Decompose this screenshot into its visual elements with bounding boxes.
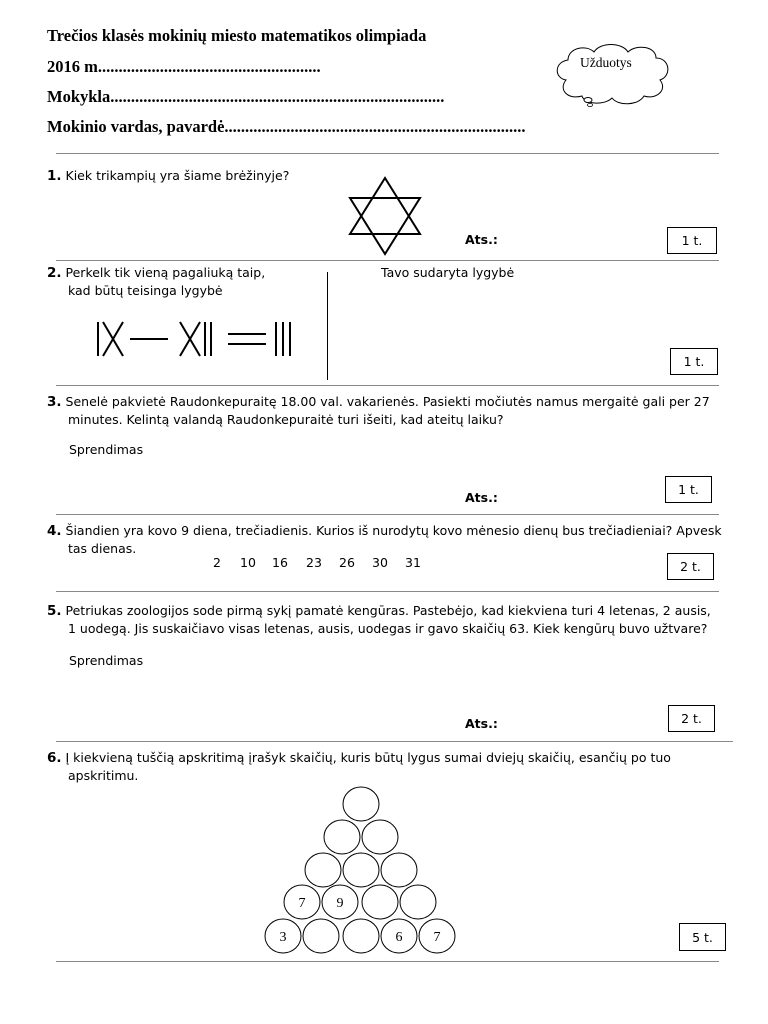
day-option[interactable]: 31 [405,555,421,570]
question-text: 1 uodegą. Jis suskaičiavo visas letenas, ausis, uodegas ir gavo skaičių 63. Kiek kengūrų buvo užtvare? [68,621,708,636]
day-option[interactable]: 2 [213,555,221,570]
question-text: Šiandien yra kovo 9 diena, trečiadienis. Kurios iš nurodytų kovo mėnesio dienų bus trečiadieniai? Apvesk [65,523,722,538]
question-text: minutes. Kelintą valandą Raudonkepuraitė turi išeiti, kad ateitų laiku? [68,412,504,427]
question-number: 6. [47,750,62,766]
pyramid-circle [362,885,398,919]
solution-label: Sprendimas [69,442,144,457]
question-number: 1. [47,168,62,184]
question-text: tas dienas. [68,541,137,556]
question-text: apskritimu. [68,768,139,783]
answer-label: Ats.: [465,490,498,505]
question-2 [47,264,265,299]
number-pyramid [262,786,462,958]
pyramid-circle [343,919,379,953]
day-option[interactable]: 16 [272,555,288,570]
day-option[interactable]: 26 [339,555,355,570]
question-number: 2. [47,265,62,281]
your-equation-label: Tavo sudaryta lygybė [381,265,515,280]
points-box: 1 t. [670,348,718,375]
answer-label: Ats.: [465,716,498,731]
points-box: 1 t. [665,476,712,503]
answer-label: Ats.: [465,232,498,247]
pyramid-circle [381,853,417,887]
pyramid-value: 6 [395,930,403,945]
points-box: 2 t. [667,553,714,580]
question-text: Kiek trikampių yra šiame brėžinyje? [65,168,290,183]
school-line: Mokykla................................................................................. [47,87,445,106]
page-title: Trečios klasės mokinių miesto matematikos olimpiada [47,26,427,45]
pyramid-value: 9 [336,896,344,911]
question-text: Perkelk tik vieną pagaliuką taip, [65,265,266,280]
question-number: 3. [47,394,62,410]
day-option[interactable]: 30 [372,555,388,570]
question-text: Į kiekvieną tuščią apskritimą įrašyk skaičių, kuris būtų lygus sumai dviejų skaičių, esančių po tuo [65,750,671,765]
pyramid-value: 7 [433,930,441,945]
pyramid-circle [362,820,398,854]
pyramid-value: 7 [298,896,306,911]
question-number: 5. [47,603,62,619]
question-text: Petriukas zoologijos sode pirmą sykį pamatė kengūras. Pastebėjo, kad kiekviena turi 4 letenas, 2 ausis, [65,603,711,618]
cloud-icon [552,42,674,112]
pyramid-circle [303,919,339,953]
pyramid-circle [305,853,341,887]
day-option[interactable]: 23 [306,555,322,570]
student-name-line: Mokinio vardas, pavardė......................................................................... [47,117,526,136]
question-3 [47,393,747,428]
divider [327,272,328,380]
pyramid-circle [343,853,379,887]
points-box: 5 t. [679,923,726,951]
pyramid-circle [343,787,379,821]
pyramid-circle [400,885,436,919]
question-1 [47,167,289,185]
matchstick-equation [90,318,300,360]
solution-label: Sprendimas [69,653,144,668]
question-text: kad būtų teisinga lygybė [68,283,223,298]
pyramid-circle [324,820,360,854]
question-4 [47,522,757,557]
question-text: Senelė pakvietė Raudonkepuraitę 18.00 val. vakarienės. Pasiekti močiutės namus mergaitė gali per 27 [65,394,710,409]
pyramid-value: 3 [279,930,287,945]
day-option[interactable]: 10 [240,555,256,570]
question-6 [47,749,757,784]
star-of-david-drawing [344,176,426,256]
points-box: 1 t. [667,227,717,254]
question-5 [47,602,757,637]
cloud-label: Užduotys [580,55,632,70]
question-number: 4. [47,523,62,539]
points-box: 2 t. [668,705,715,732]
year-line: 2016 m...................................................... [47,57,321,76]
